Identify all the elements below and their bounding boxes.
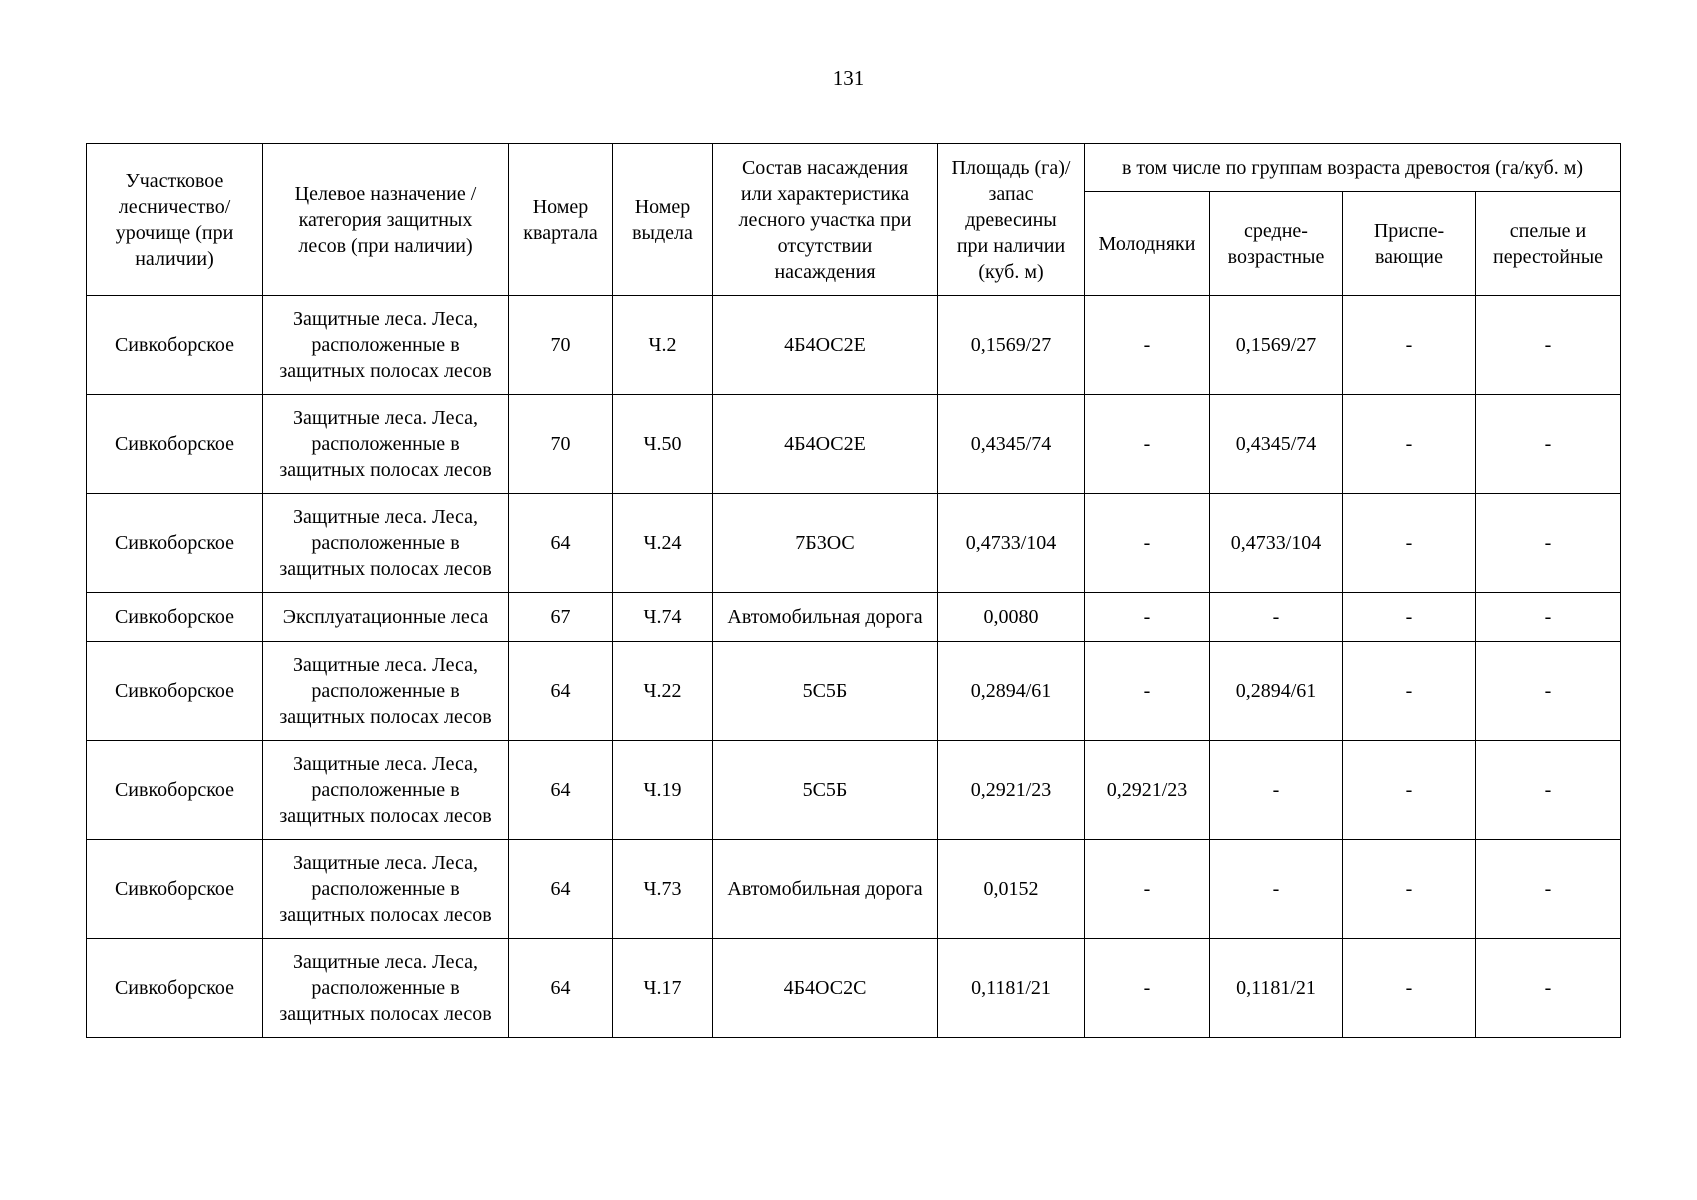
cell-composition: 4Б4ОС2С	[713, 939, 938, 1038]
cell-area: 0,4345/74	[938, 395, 1085, 494]
cell-young: -	[1085, 296, 1210, 395]
forest-plots-table	[86, 143, 1621, 1038]
table-row	[87, 741, 1621, 840]
cell-young: -	[1085, 939, 1210, 1038]
header-young: Молодняки	[1085, 192, 1210, 296]
cell-maturing: -	[1343, 939, 1476, 1038]
cell-allotment: Ч.24	[613, 494, 713, 593]
cell-area: 0,2894/61	[938, 642, 1085, 741]
cell-area: 0,1569/27	[938, 296, 1085, 395]
table-body	[87, 296, 1621, 1038]
cell-composition: 4Б4ОС2Е	[713, 296, 938, 395]
cell-forestry: Сивкоборское	[87, 642, 263, 741]
header-mature: спелые и перестойные	[1476, 192, 1621, 296]
cell-purpose: Защитные леса. Леса, расположенные в защитных полосах лесов	[263, 494, 509, 593]
header-area: Площадь (га)/ запас древесины при наличии (куб. м)	[938, 144, 1085, 296]
cell-middle-aged: 0,2894/61	[1210, 642, 1343, 741]
header-purpose: Целевое назначение / категория защитных лесов (при наличии)	[263, 144, 509, 296]
cell-mature: -	[1476, 642, 1621, 741]
table-row	[87, 395, 1621, 494]
table-row	[87, 642, 1621, 741]
cell-maturing: -	[1343, 395, 1476, 494]
cell-mature: -	[1476, 395, 1621, 494]
cell-middle-aged: 0,4345/74	[1210, 395, 1343, 494]
cell-middle-aged: 0,4733/104	[1210, 494, 1343, 593]
cell-composition: Автомобильная дорога	[713, 593, 938, 642]
cell-maturing: -	[1343, 642, 1476, 741]
cell-middle-aged: 0,1569/27	[1210, 296, 1343, 395]
cell-composition: 4Б4ОС2Е	[713, 395, 938, 494]
cell-allotment: Ч.17	[613, 939, 713, 1038]
cell-allotment: Ч.19	[613, 741, 713, 840]
cell-purpose: Защитные леса. Леса, расположенные в защитных полосах лесов	[263, 395, 509, 494]
header-row	[87, 144, 1621, 192]
table-row	[87, 593, 1621, 642]
cell-young: 0,2921/23	[1085, 741, 1210, 840]
cell-purpose: Защитные леса. Леса, расположенные в защитных полосах лесов	[263, 939, 509, 1038]
cell-area: 0,0080	[938, 593, 1085, 642]
cell-forestry: Сивкоборское	[87, 593, 263, 642]
cell-area: 0,1181/21	[938, 939, 1085, 1038]
cell-forestry: Сивкоборское	[87, 395, 263, 494]
cell-young: -	[1085, 642, 1210, 741]
table-row	[87, 840, 1621, 939]
cell-forestry: Сивкоборское	[87, 296, 263, 395]
cell-maturing: -	[1343, 840, 1476, 939]
cell-forestry: Сивкоборское	[87, 939, 263, 1038]
cell-young: -	[1085, 494, 1210, 593]
table-header	[87, 144, 1621, 296]
cell-purpose: Защитные леса. Леса, расположенные в защитных полосах лесов	[263, 741, 509, 840]
cell-middle-aged: -	[1210, 593, 1343, 642]
cell-composition: 7Б3ОС	[713, 494, 938, 593]
cell-quarter: 64	[509, 840, 613, 939]
table-row	[87, 939, 1621, 1038]
cell-allotment: Ч.50	[613, 395, 713, 494]
cell-mature: -	[1476, 593, 1621, 642]
header-middle-aged: средне- возрастные	[1210, 192, 1343, 296]
cell-composition: 5С5Б	[713, 741, 938, 840]
cell-allotment: Ч.73	[613, 840, 713, 939]
header-quarter: Номер квартала	[509, 144, 613, 296]
cell-allotment: Ч.22	[613, 642, 713, 741]
cell-quarter: 70	[509, 296, 613, 395]
header-allotment: Номер выдела	[613, 144, 713, 296]
cell-middle-aged: -	[1210, 741, 1343, 840]
cell-area: 0,2921/23	[938, 741, 1085, 840]
cell-forestry: Сивкоборское	[87, 494, 263, 593]
header-age-groups: в том числе по группам возраста древостоя (га/куб. м)	[1085, 144, 1621, 192]
header-forestry: Участковое лесничество/ урочище (при наличии)	[87, 144, 263, 296]
header-maturing: Приспе- вающие	[1343, 192, 1476, 296]
cell-maturing: -	[1343, 741, 1476, 840]
cell-composition: 5С5Б	[713, 642, 938, 741]
cell-quarter: 64	[509, 741, 613, 840]
cell-purpose: Защитные леса. Леса, расположенные в защитных полосах лесов	[263, 840, 509, 939]
header-composition: Состав насаждения или характеристика лесного участка при отсутствии насаждения	[713, 144, 938, 296]
cell-quarter: 64	[509, 642, 613, 741]
cell-purpose: Защитные леса. Леса, расположенные в защитных полосах лесов	[263, 642, 509, 741]
cell-mature: -	[1476, 296, 1621, 395]
cell-young: -	[1085, 840, 1210, 939]
cell-purpose: Эксплуатационные леса	[263, 593, 509, 642]
cell-mature: -	[1476, 939, 1621, 1038]
cell-quarter: 64	[509, 939, 613, 1038]
cell-mature: -	[1476, 840, 1621, 939]
cell-quarter: 64	[509, 494, 613, 593]
cell-forestry: Сивкоборское	[87, 741, 263, 840]
cell-maturing: -	[1343, 593, 1476, 642]
cell-area: 0,0152	[938, 840, 1085, 939]
page-number: 131	[832, 66, 865, 90]
cell-area: 0,4733/104	[938, 494, 1085, 593]
cell-quarter: 70	[509, 395, 613, 494]
table-row	[87, 296, 1621, 395]
cell-mature: -	[1476, 494, 1621, 593]
cell-young: -	[1085, 395, 1210, 494]
cell-middle-aged: -	[1210, 840, 1343, 939]
cell-mature: -	[1476, 741, 1621, 840]
cell-maturing: -	[1343, 494, 1476, 593]
table-row	[87, 494, 1621, 593]
cell-purpose: Защитные леса. Леса, расположенные в защитных полосах лесов	[263, 296, 509, 395]
cell-forestry: Сивкоборское	[87, 840, 263, 939]
cell-composition: Автомобильная дорога	[713, 840, 938, 939]
cell-allotment: Ч.74	[613, 593, 713, 642]
cell-middle-aged: 0,1181/21	[1210, 939, 1343, 1038]
cell-young: -	[1085, 593, 1210, 642]
cell-quarter: 67	[509, 593, 613, 642]
cell-allotment: Ч.2	[613, 296, 713, 395]
cell-maturing: -	[1343, 296, 1476, 395]
